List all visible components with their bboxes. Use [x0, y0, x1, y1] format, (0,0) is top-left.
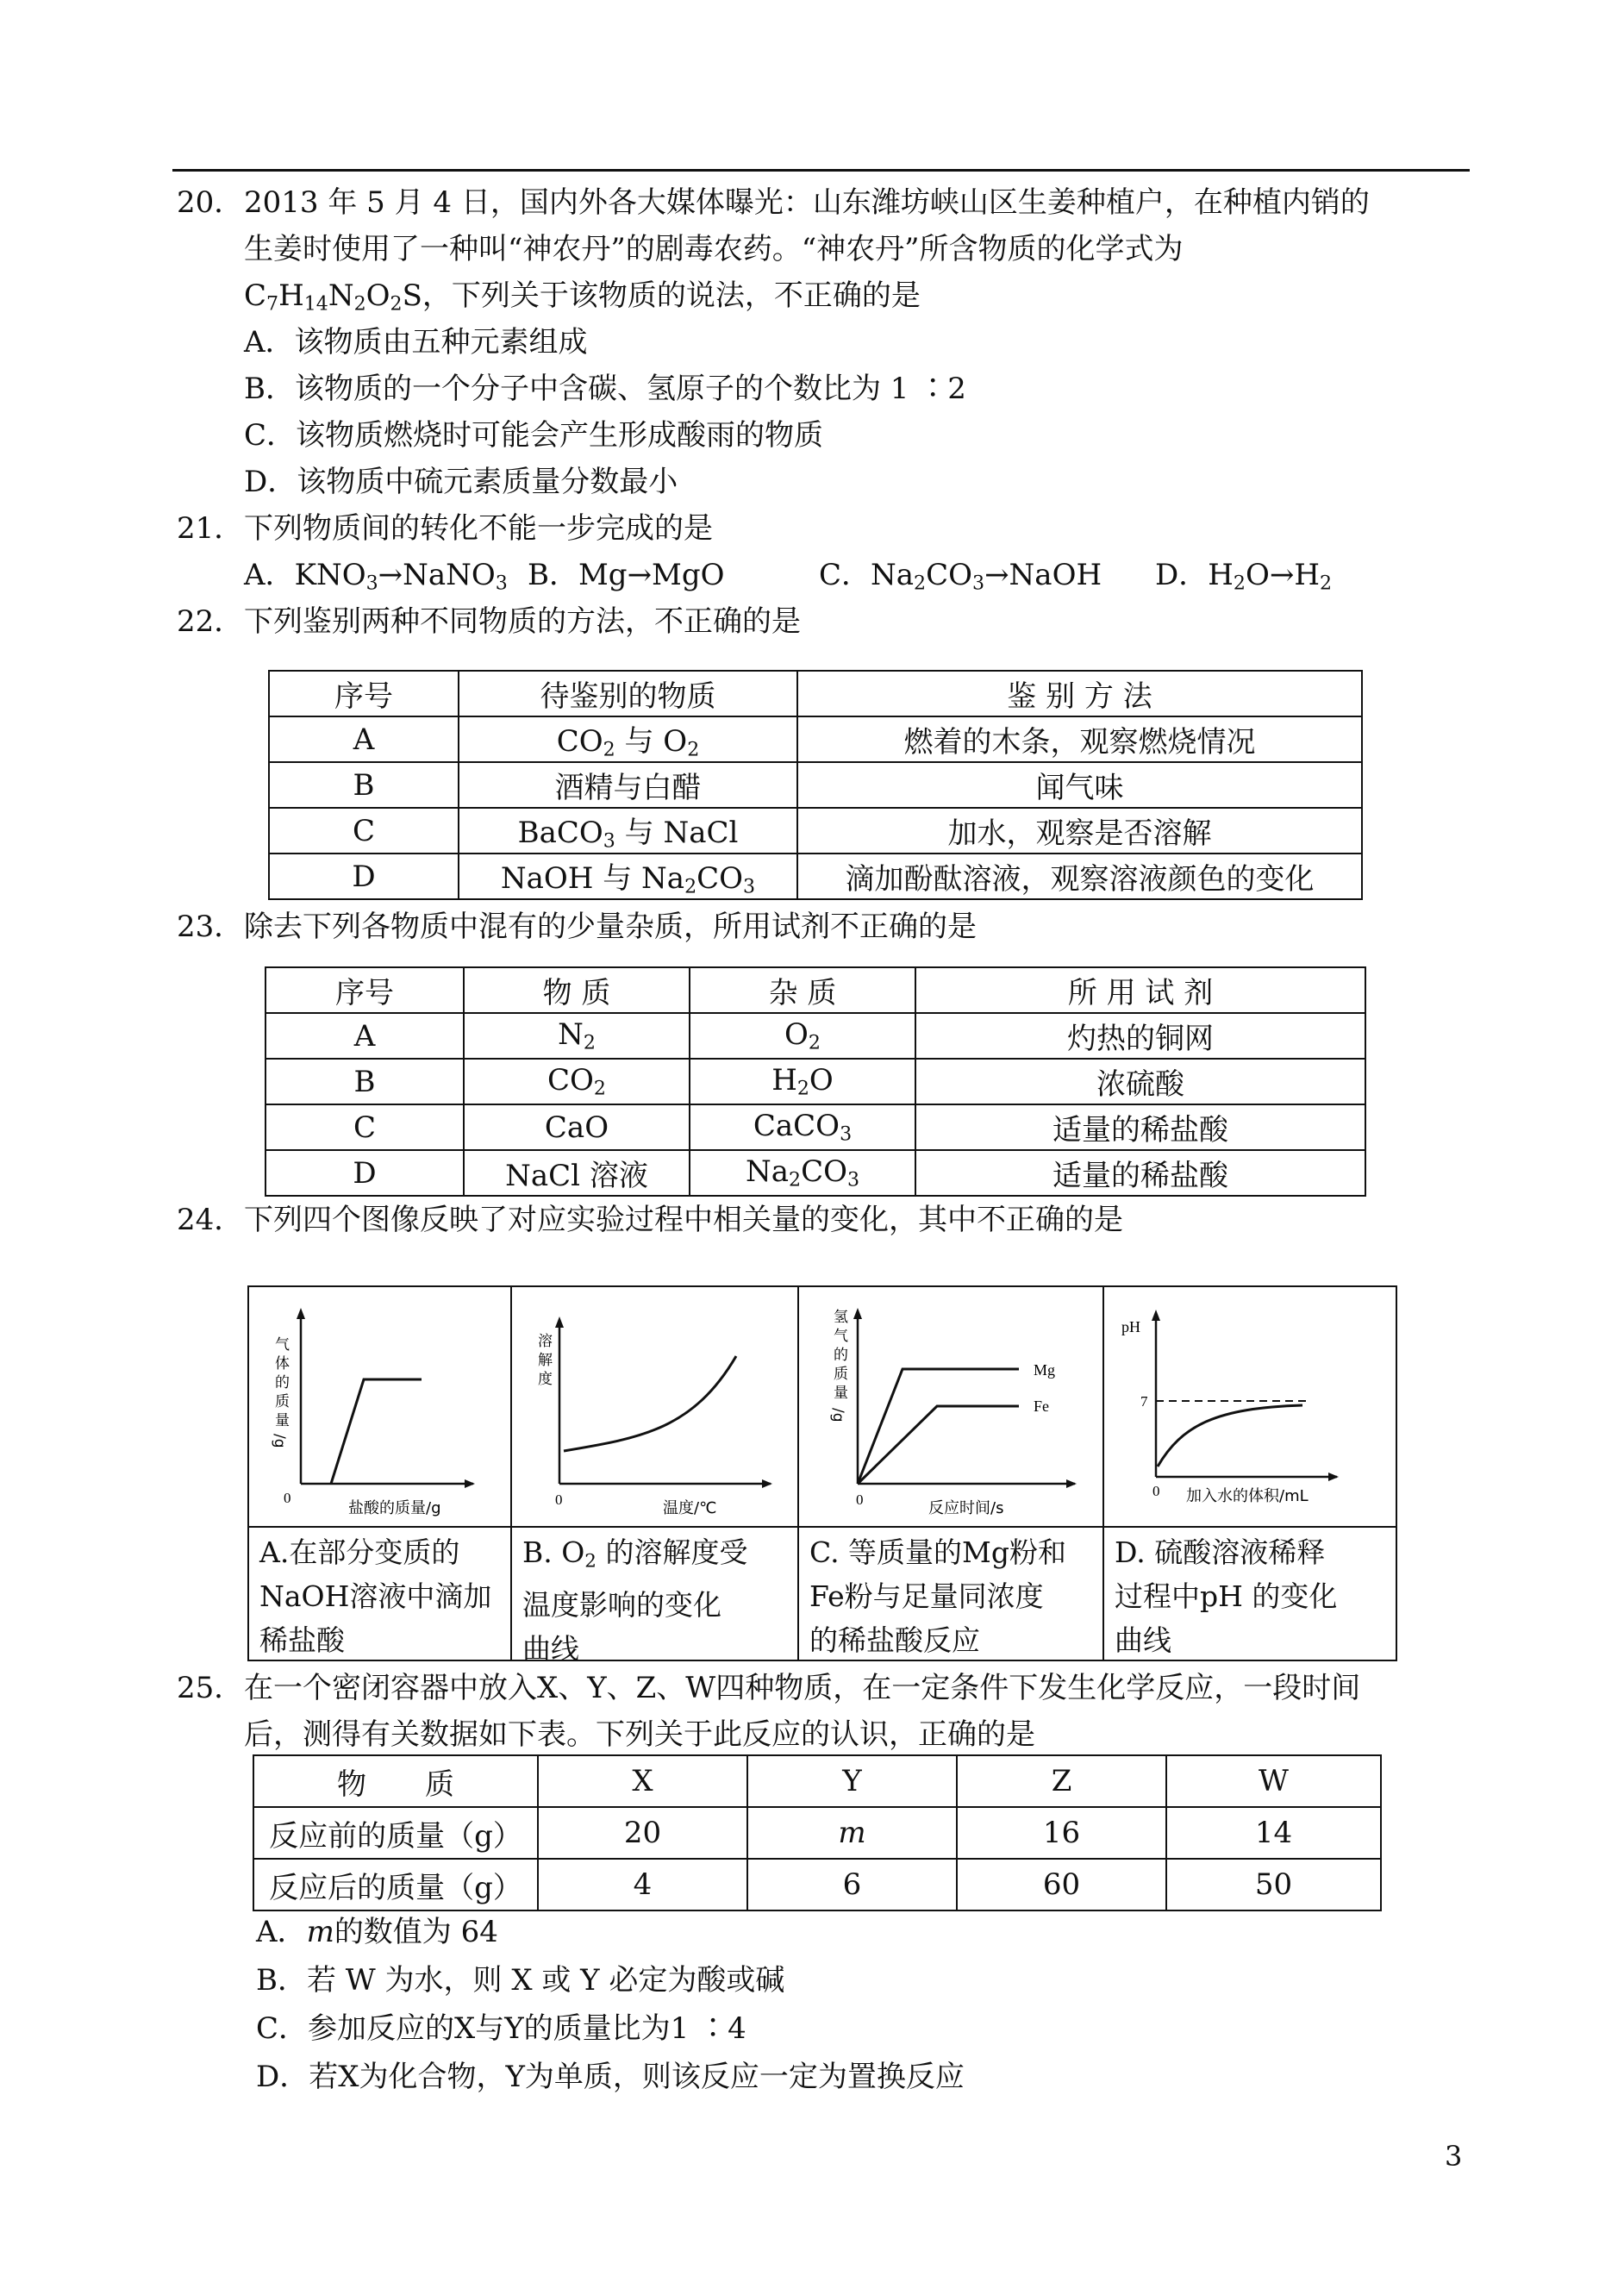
svg-text:量: 量	[834, 1385, 848, 1402]
svg-text:质: 质	[275, 1393, 290, 1410]
table-cell: 滴加酚酞溶液，观察溶液颜色的变化	[797, 854, 1362, 899]
x-axis-label: 加入水的体积/mL	[1186, 1487, 1309, 1505]
curve	[564, 1356, 736, 1451]
table-cell: $CO_2$ 与 $O_2$	[459, 716, 797, 762]
table-cell: 20	[538, 1807, 747, 1859]
q24-stem: 下列四个图像反映了对应实验过程中相关量的变化，其中不正确的是	[244, 1203, 1123, 1237]
table-cell: 6	[747, 1859, 957, 1910]
x-axis-arrow	[1328, 1473, 1339, 1481]
table-cell: CaCO$_3$	[690, 1104, 915, 1150]
origin-label: 0	[284, 1490, 291, 1506]
table-cell: 反应后的质量（g）	[253, 1859, 538, 1910]
table-cell: CaO	[464, 1104, 690, 1150]
header-cell: 待鉴别的物质	[459, 671, 797, 716]
question-number: 22．	[177, 604, 244, 639]
x-axis-arrow	[1066, 1479, 1077, 1488]
question-20	[177, 179, 1470, 316]
table-row	[269, 716, 1362, 762]
question-23	[177, 904, 977, 950]
table-cell: 浓硫酸	[915, 1059, 1365, 1104]
y-axis-label	[538, 1333, 553, 1388]
table-cell: 16	[957, 1807, 1166, 1859]
table-cell: $N_2$	[464, 1013, 690, 1059]
table-cell: BaCO$_3$ 与 NaCl	[459, 808, 797, 854]
q25-option-d: D．若X为化合物，Y为单质，则该反应一定为置换反应	[256, 2060, 965, 2094]
table-cell: 闻气味	[797, 762, 1362, 808]
svg-text:气: 气	[834, 1328, 848, 1345]
table-header-row	[265, 967, 1365, 1013]
x-axis-arrow	[465, 1479, 475, 1488]
q25-table	[253, 1754, 1382, 1911]
table-row	[265, 1013, 1365, 1059]
q20-option-b: B．该物质的一个分子中含碳、氢原子的个数比为 1 ∶2	[244, 372, 966, 406]
curve	[1158, 1405, 1302, 1466]
table-cell: 燃着的木条，观察燃烧情况	[797, 716, 1362, 762]
q21-option-a: A．$KNO_3\to NaNO_3$	[244, 558, 508, 595]
origin-label: 0	[555, 1491, 563, 1508]
svg-text:溶: 溶	[538, 1333, 553, 1350]
svg-text:的: 的	[834, 1347, 848, 1364]
table-row	[269, 854, 1362, 899]
table-cell: NaCl 溶液	[464, 1150, 690, 1196]
series-mg-line	[858, 1369, 1019, 1484]
table-cell: 反应前的质量（g）	[253, 1807, 538, 1859]
q24-chart-grid	[247, 1285, 1397, 1667]
y-axis-label	[271, 1336, 290, 1448]
question-number: 25．	[177, 1671, 244, 1705]
header-cell: 物 质	[464, 967, 690, 1013]
chart-d-plot	[1104, 1287, 1396, 1527]
svg-text:度: 度	[538, 1371, 553, 1388]
q25-option-b: B．若 W 为水，则 X 或 Y 必定为酸或碱	[256, 1963, 785, 1998]
q23-stem: 除去下列各物质中混有的少量杂质，所用试剂不正确的是	[244, 910, 977, 944]
q21-option-d: D．$H_2O\to H_2$	[1155, 558, 1333, 595]
table-cell: $H_2O$	[690, 1059, 915, 1104]
table-header-row	[253, 1755, 1381, 1807]
q25-option-a: A．m的数值为 64	[256, 1915, 498, 1949]
x-axis-label: 温度/℃	[663, 1499, 717, 1517]
table-cell: $O_2$	[690, 1013, 915, 1059]
y-axis-arrow	[555, 1316, 564, 1328]
header-cell: 所 用 试 剂	[915, 967, 1365, 1013]
curve	[331, 1379, 422, 1484]
header-cell: 序号	[265, 967, 464, 1013]
q23-table	[265, 966, 1366, 1197]
question-22	[177, 598, 801, 645]
svg-text:/g: /g	[271, 1434, 288, 1448]
table-header-row	[269, 671, 1362, 716]
header-cell: Z	[957, 1755, 1166, 1807]
q20-stem-line1: 2013 年 5 月 4 日，国内外各大媒体曝光：山东潍坊峡山区生姜种植户，在种植内销的	[244, 185, 1370, 220]
q25-stem-line2: 后，测得有关数据如下表。下列关于此反应的认识，正确的是	[244, 1717, 1035, 1752]
table-cell: $Na_2CO_3$	[690, 1150, 915, 1196]
chart-b-plot	[512, 1287, 797, 1527]
header-cell: 物 质	[253, 1755, 538, 1807]
table-cell: 4	[538, 1859, 747, 1910]
table-cell: B	[265, 1059, 464, 1104]
table-row	[253, 1807, 1381, 1859]
header-cell: 杂 质	[690, 967, 915, 1013]
y-axis-label	[829, 1309, 848, 1423]
y-axis-arrow	[853, 1308, 862, 1319]
chart-a-plot	[249, 1287, 510, 1527]
table-cell: 酒精与白醋	[459, 762, 797, 808]
x-axis-arrow	[762, 1479, 772, 1488]
table-cell: $CO_2$	[464, 1059, 690, 1104]
question-number: 23．	[177, 910, 244, 944]
table-cell: NaOH 与 $Na_2CO_3$	[459, 854, 797, 899]
y-axis-arrow	[297, 1308, 305, 1319]
table-row	[265, 1104, 1365, 1150]
x-axis-label: 反应时间/s	[928, 1499, 1004, 1517]
origin-label: 0	[856, 1491, 864, 1508]
reference-label: 7	[1140, 1393, 1148, 1410]
table-cell: A	[269, 716, 459, 762]
x-axis-label: 盐酸的质量/g	[348, 1499, 441, 1517]
table-cell: 适量的稀盐酸	[915, 1150, 1365, 1196]
svg-text:量: 量	[275, 1412, 290, 1429]
table-cell: A	[265, 1013, 464, 1059]
svg-text:氢: 氢	[834, 1309, 848, 1326]
table-cell: m	[747, 1807, 957, 1859]
chart-c-plot	[799, 1287, 1102, 1527]
q25-stem-line1: 在一个密闭容器中放入X、Y、Z、W四种物质，在一定条件下发生化学反应，一段时间	[244, 1671, 1361, 1705]
q20-stem-line2: 生姜时使用了一种叫“神农丹”的剧毒农药。“神农丹”所含物质的化学式为	[244, 232, 1184, 266]
q22-stem: 下列鉴别两种不同物质的方法，不正确的是	[244, 604, 801, 639]
table-row	[265, 1059, 1365, 1104]
table-cell: C	[269, 808, 459, 854]
q21-stem: 下列物质间的转化不能一步完成的是	[244, 511, 713, 546]
question-21	[177, 505, 713, 552]
series-label-fe: Fe	[1034, 1398, 1049, 1415]
series-fe-line	[858, 1406, 1019, 1484]
table-cell: D	[265, 1150, 464, 1196]
svg-text:体: 体	[275, 1355, 290, 1373]
q25-option-c: C．参加反应的X与Y的质量比为1 ∶4	[256, 2011, 746, 2046]
table-row	[265, 1150, 1365, 1196]
svg-text:气: 气	[275, 1336, 290, 1354]
table-cell: 加水，观察是否溶解	[797, 808, 1362, 854]
question-number: 24．	[177, 1203, 244, 1237]
question-number: 20．	[177, 185, 244, 220]
table-row	[269, 762, 1362, 808]
svg-text:解: 解	[538, 1352, 553, 1369]
question-25	[177, 1665, 1360, 1711]
formula: $C_7H_{14}N_2O_2S$	[244, 278, 422, 316]
origin-label: 0	[1152, 1483, 1160, 1499]
header-rule	[172, 169, 1470, 172]
q20-option-a: A．该物质由五种元素组成	[244, 325, 588, 360]
table-cell: B	[269, 762, 459, 808]
question-24	[177, 1197, 1123, 1243]
table-cell: 适量的稀盐酸	[915, 1104, 1365, 1150]
y-axis-label: pH	[1121, 1318, 1140, 1335]
q21-option-c: C．$Na_2CO_3\to NaOH$	[819, 558, 1102, 595]
q21-option-b: B．Mg→MgO	[528, 558, 725, 592]
header-cell: W	[1166, 1755, 1381, 1807]
chart-c-caption: C. 等质量的Mg粉和 Fe粉与足量同浓度 的稀盐酸反应	[799, 1526, 1102, 1662]
header-cell: 序号	[269, 671, 459, 716]
table-cell: 50	[1166, 1859, 1381, 1910]
svg-text:的: 的	[275, 1374, 290, 1391]
chart-b-caption: B. $O_2$ 的溶解度受 温度影响的变化 曲线	[512, 1526, 797, 1671]
chart-a	[249, 1287, 512, 1660]
table-cell: 60	[957, 1859, 1166, 1910]
q22-table	[268, 670, 1363, 900]
chart-c	[799, 1287, 1104, 1660]
table-row	[253, 1859, 1381, 1910]
header-cell: X	[538, 1755, 747, 1807]
chart-d-caption: D. 硫酸溶液稀释 过程中pH 的变化 曲线	[1104, 1526, 1396, 1662]
y-axis-arrow	[1152, 1310, 1160, 1321]
chart-d	[1104, 1287, 1396, 1660]
chart-a-caption: A.在部分变质的 NaOH溶液中滴加 稀盐酸	[249, 1526, 510, 1662]
series-label-mg: Mg	[1034, 1361, 1056, 1379]
svg-text:质: 质	[834, 1366, 848, 1383]
table-cell: 14	[1166, 1807, 1381, 1859]
q20-option-c: C．该物质燃烧时可能会产生形成酸雨的物质	[244, 418, 824, 453]
q20-stem-line3: $C_7H_{14}N_2O_2S$，下列关于该物质的说法，不正确的是	[244, 278, 921, 316]
page-number: 3	[1445, 2140, 1463, 2173]
table-cell: 灼热的铜网	[915, 1013, 1365, 1059]
table-cell: C	[265, 1104, 464, 1150]
q20-option-d: D．该物质中硫元素质量分数最小	[244, 465, 678, 499]
table-cell: D	[269, 854, 459, 899]
question-number: 21．	[177, 511, 244, 546]
header-cell: Y	[747, 1755, 957, 1807]
header-cell: 鉴 别 方 法	[797, 671, 1362, 716]
svg-text:/g: /g	[829, 1408, 846, 1423]
table-row	[269, 808, 1362, 854]
chart-b	[512, 1287, 799, 1667]
